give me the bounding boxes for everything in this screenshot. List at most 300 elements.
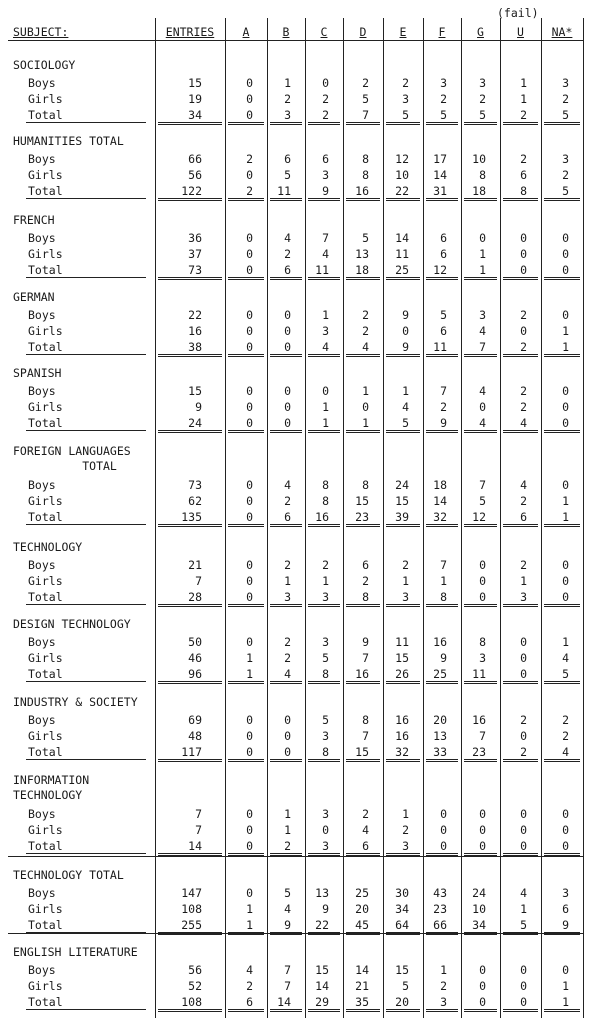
data-cell: 0 <box>562 308 569 322</box>
data-cell: 0 <box>562 263 569 277</box>
data-cell: 46 <box>188 651 202 665</box>
data-cell: 23 <box>472 745 486 759</box>
data-cell: 0 <box>479 823 486 837</box>
data-cell: 0 <box>479 590 486 604</box>
data-cell: 5 <box>402 108 409 122</box>
data-cell: 56 <box>188 168 202 182</box>
data-cell: 0 <box>284 416 291 430</box>
data-cell: 0 <box>520 963 527 977</box>
column-header: G <box>477 25 484 39</box>
data-cell: 6 <box>520 168 527 182</box>
total-double-rule <box>426 604 458 607</box>
total-double-rule <box>308 430 340 433</box>
data-cell: 7 <box>195 823 202 837</box>
data-cell: 2 <box>562 168 569 182</box>
data-cell: 8 <box>362 713 369 727</box>
data-cell: 1 <box>362 416 369 430</box>
column-header: A <box>242 25 250 39</box>
data-cell: 64 <box>395 918 409 932</box>
data-cell: 12 <box>472 510 486 524</box>
total-double-rule <box>386 604 420 607</box>
data-cell: 0 <box>284 384 291 398</box>
data-cell: 45 <box>355 918 369 932</box>
data-cell: 32 <box>395 745 409 759</box>
data-cell: 5 <box>440 308 447 322</box>
data-cell: 2 <box>362 807 369 821</box>
data-cell: 62 <box>188 494 202 508</box>
data-cell: 8 <box>322 745 329 759</box>
total-double-rule <box>308 681 340 684</box>
data-cell: 2 <box>520 558 527 572</box>
data-cell: 1 <box>402 574 409 588</box>
data-cell: 4 <box>284 231 291 245</box>
data-cell: 16 <box>395 729 409 743</box>
data-cell: 0 <box>479 231 486 245</box>
data-cell: 2 <box>362 308 369 322</box>
data-cell: 0 <box>562 590 569 604</box>
row-label: Girls <box>28 247 63 261</box>
total-double-rule <box>426 277 458 280</box>
total-double-rule <box>158 604 222 607</box>
data-cell: 2 <box>440 979 447 993</box>
data-cell: 2 <box>322 92 329 106</box>
data-cell: 7 <box>195 807 202 821</box>
data-cell: 3 <box>440 76 447 90</box>
data-cell: 0 <box>246 340 253 354</box>
total-double-rule <box>346 122 380 125</box>
data-cell: 3 <box>322 729 329 743</box>
data-cell: 2 <box>520 713 527 727</box>
data-cell: 12 <box>433 263 447 277</box>
data-cell: 35 <box>355 995 369 1009</box>
data-cell: 16 <box>395 713 409 727</box>
total-underline <box>26 198 146 199</box>
data-cell: 6 <box>362 839 369 853</box>
data-cell: 24 <box>395 478 409 492</box>
data-cell: 2 <box>284 651 291 665</box>
data-cell: 122 <box>181 184 202 198</box>
data-cell: 1 <box>562 340 569 354</box>
data-cell: 50 <box>188 635 202 649</box>
row-label: Total <box>28 184 63 198</box>
data-cell: 0 <box>284 745 291 759</box>
total-double-rule <box>544 1009 580 1012</box>
data-cell: 3 <box>322 590 329 604</box>
total-double-rule <box>270 430 302 433</box>
data-cell: 16 <box>188 324 202 338</box>
data-cell: 9 <box>440 651 447 665</box>
data-cell: 2 <box>284 558 291 572</box>
data-cell: 0 <box>520 839 527 853</box>
total-double-rule <box>270 759 302 762</box>
row-label: Total <box>28 263 63 277</box>
data-cell: 8 <box>322 494 329 508</box>
data-cell: 1 <box>402 384 409 398</box>
column-header: NA* <box>551 25 573 39</box>
data-cell: 4 <box>322 247 329 261</box>
data-cell: 1 <box>246 918 253 932</box>
data-cell: 6 <box>440 231 447 245</box>
data-cell: 14 <box>395 231 409 245</box>
total-double-rule <box>158 681 222 684</box>
data-cell: 2 <box>246 184 253 198</box>
data-cell: 3 <box>402 839 409 853</box>
row-label: Girls <box>28 324 63 338</box>
data-cell: 2 <box>246 979 253 993</box>
total-double-rule <box>308 759 340 762</box>
total-double-rule <box>464 681 497 684</box>
row-label: Girls <box>28 92 63 106</box>
data-cell: 21 <box>355 979 369 993</box>
data-cell: 5 <box>284 886 291 900</box>
total-double-rule <box>228 198 264 201</box>
total-double-rule <box>464 524 497 527</box>
subject-title: INFORMATION TECHNOLOGY <box>13 773 90 802</box>
data-cell: 34 <box>395 902 409 916</box>
data-cell: 4 <box>520 478 527 492</box>
row-label: Boys <box>28 558 56 572</box>
data-cell: 6 <box>246 995 253 1009</box>
data-cell: 0 <box>246 807 253 821</box>
total-double-rule <box>228 681 264 684</box>
data-cell: 16 <box>472 713 486 727</box>
data-cell: 1 <box>246 667 253 681</box>
data-cell: 1 <box>362 384 369 398</box>
total-double-rule <box>158 277 222 280</box>
row-label: Boys <box>28 152 56 166</box>
data-cell: 4 <box>402 400 409 414</box>
data-cell: 0 <box>246 886 253 900</box>
data-cell: 0 <box>284 729 291 743</box>
data-cell: 1 <box>322 400 329 414</box>
total-double-rule <box>386 681 420 684</box>
data-cell: 9 <box>322 184 329 198</box>
row-label: Girls <box>28 902 63 916</box>
row-label: Total <box>28 839 63 853</box>
row-label: Girls <box>28 729 63 743</box>
data-cell: 33 <box>433 745 447 759</box>
data-cell: 2 <box>520 384 527 398</box>
data-cell: 5 <box>402 979 409 993</box>
data-cell: 0 <box>520 729 527 743</box>
column-header: ENTRIES <box>165 25 215 39</box>
data-cell: 12 <box>395 152 409 166</box>
data-cell: 4 <box>479 416 486 430</box>
total-double-rule <box>503 122 538 125</box>
subject-title: DESIGN TECHNOLOGY <box>13 617 131 631</box>
data-cell: 7 <box>284 963 291 977</box>
total-underline <box>26 1009 146 1010</box>
total-double-rule <box>270 354 302 357</box>
data-cell: 23 <box>433 902 447 916</box>
total-double-rule <box>386 122 420 125</box>
data-cell: 10 <box>472 152 486 166</box>
data-cell: 0 <box>246 76 253 90</box>
data-cell: 13 <box>355 247 369 261</box>
total-double-rule <box>158 524 222 527</box>
data-cell: 9 <box>362 635 369 649</box>
data-cell: 0 <box>246 231 253 245</box>
data-cell: 20 <box>433 713 447 727</box>
data-cell: 39 <box>395 510 409 524</box>
data-cell: 5 <box>362 231 369 245</box>
data-cell: 0 <box>520 807 527 821</box>
data-cell: 0 <box>479 574 486 588</box>
total-double-rule <box>464 198 497 201</box>
total-double-rule <box>386 277 420 280</box>
total-double-rule <box>426 759 458 762</box>
data-cell: 5 <box>479 108 486 122</box>
total-double-rule <box>544 604 580 607</box>
total-underline <box>26 681 146 682</box>
data-cell: 0 <box>562 384 569 398</box>
total-double-rule <box>503 277 538 280</box>
data-cell: 2 <box>284 839 291 853</box>
data-cell: 0 <box>520 324 527 338</box>
row-label: Girls <box>28 651 63 665</box>
section-rule <box>8 856 583 857</box>
section-rule <box>8 933 583 934</box>
data-cell: 255 <box>181 918 202 932</box>
data-cell: 16 <box>315 510 329 524</box>
data-cell: 2 <box>322 108 329 122</box>
data-cell: 2 <box>362 324 369 338</box>
total-double-rule <box>228 277 264 280</box>
subject-title: FOREIGN LANGUAGES TOTAL <box>13 444 131 473</box>
data-cell: 108 <box>181 995 202 1009</box>
data-cell: 0 <box>246 729 253 743</box>
data-cell: 13 <box>433 729 447 743</box>
total-double-rule <box>228 759 264 762</box>
data-cell: 25 <box>355 886 369 900</box>
data-cell: 23 <box>355 510 369 524</box>
total-double-rule <box>308 122 340 125</box>
total-double-rule <box>386 354 420 357</box>
data-cell: 0 <box>520 823 527 837</box>
row-label: Total <box>28 510 63 524</box>
data-cell: 2 <box>520 308 527 322</box>
total-double-rule <box>544 681 580 684</box>
data-cell: 15 <box>355 494 369 508</box>
data-cell: 0 <box>246 590 253 604</box>
data-cell: 0 <box>246 263 253 277</box>
data-cell: 7 <box>440 558 447 572</box>
data-cell: 1 <box>284 76 291 90</box>
data-cell: 1 <box>322 308 329 322</box>
data-cell: 37 <box>188 247 202 261</box>
subject-title: HUMANITIES TOTAL <box>13 134 124 148</box>
data-cell: 14 <box>315 979 329 993</box>
total-double-rule <box>426 430 458 433</box>
data-cell: 69 <box>188 713 202 727</box>
data-cell: 15 <box>395 494 409 508</box>
data-cell: 31 <box>433 184 447 198</box>
column-rule <box>155 18 156 1018</box>
data-cell: 0 <box>284 308 291 322</box>
total-double-rule <box>544 277 580 280</box>
total-double-rule <box>503 759 538 762</box>
data-cell: 66 <box>188 152 202 166</box>
data-cell: 6 <box>440 247 447 261</box>
data-cell: 11 <box>472 667 486 681</box>
data-cell: 4 <box>562 651 569 665</box>
data-cell: 14 <box>277 995 291 1009</box>
data-cell: 0 <box>479 963 486 977</box>
total-double-rule <box>346 198 380 201</box>
data-cell: 3 <box>322 839 329 853</box>
data-cell: 6 <box>362 558 369 572</box>
fail-label: (fail) <box>497 6 539 20</box>
row-label: Total <box>28 108 63 122</box>
data-cell: 43 <box>433 886 447 900</box>
data-cell: 0 <box>562 478 569 492</box>
data-cell: 0 <box>246 108 253 122</box>
total-double-rule <box>464 277 497 280</box>
data-cell: 3 <box>562 76 569 90</box>
data-cell: 15 <box>315 963 329 977</box>
data-cell: 4 <box>562 745 569 759</box>
data-cell: 0 <box>246 713 253 727</box>
column-header: F <box>438 25 446 39</box>
data-cell: 9 <box>440 416 447 430</box>
data-cell: 5 <box>562 667 569 681</box>
data-cell: 66 <box>433 918 447 932</box>
total-double-rule <box>544 198 580 201</box>
data-cell: 7 <box>440 384 447 398</box>
total-double-rule <box>228 354 264 357</box>
data-cell: 0 <box>246 635 253 649</box>
data-cell: 2 <box>402 76 409 90</box>
data-cell: 1 <box>562 324 569 338</box>
data-cell: 0 <box>362 400 369 414</box>
subject-title: SOCIOLOGY <box>13 58 76 72</box>
subject-title: ENGLISH LITERATURE <box>13 945 138 959</box>
data-cell: 0 <box>520 635 527 649</box>
total-double-rule <box>346 759 380 762</box>
row-label: Total <box>28 590 63 604</box>
row-label: Boys <box>28 713 56 727</box>
total-double-rule <box>544 759 580 762</box>
data-cell: 0 <box>246 478 253 492</box>
total-double-rule <box>346 277 380 280</box>
data-cell: 4 <box>362 340 369 354</box>
total-underline <box>26 354 146 355</box>
data-cell: 8 <box>322 478 329 492</box>
data-cell: 0 <box>322 384 329 398</box>
data-cell: 0 <box>246 558 253 572</box>
total-underline <box>26 122 146 123</box>
data-cell: 6 <box>562 902 569 916</box>
data-cell: 4 <box>246 963 253 977</box>
total-double-rule <box>426 681 458 684</box>
row-label: Girls <box>28 168 63 182</box>
total-double-rule <box>464 759 497 762</box>
row-label: Total <box>28 340 63 354</box>
total-double-rule <box>346 524 380 527</box>
data-cell: 7 <box>195 574 202 588</box>
data-cell: 4 <box>479 324 486 338</box>
data-cell: 1 <box>246 651 253 665</box>
total-double-rule <box>386 759 420 762</box>
data-cell: 48 <box>188 729 202 743</box>
total-double-rule <box>544 524 580 527</box>
data-cell: 0 <box>562 823 569 837</box>
data-cell: 15 <box>395 651 409 665</box>
data-cell: 2 <box>520 400 527 414</box>
total-double-rule <box>503 1009 538 1012</box>
total-double-rule <box>270 122 302 125</box>
data-cell: 1 <box>562 995 569 1009</box>
data-cell: 0 <box>246 416 253 430</box>
data-cell: 8 <box>362 152 369 166</box>
data-cell: 5 <box>402 416 409 430</box>
total-double-rule <box>308 354 340 357</box>
data-cell: 2 <box>322 558 329 572</box>
data-cell: 7 <box>322 231 329 245</box>
data-cell: 3 <box>562 152 569 166</box>
data-cell: 0 <box>284 340 291 354</box>
data-cell: 0 <box>520 651 527 665</box>
total-double-rule <box>426 1009 458 1012</box>
subject-title: SPANISH <box>13 366 62 380</box>
subject-title: TECHNOLOGY <box>13 540 83 554</box>
total-double-rule <box>228 1009 264 1012</box>
total-double-rule <box>270 681 302 684</box>
data-cell: 9 <box>562 918 569 932</box>
data-cell: 73 <box>188 478 202 492</box>
data-cell: 0 <box>520 231 527 245</box>
data-cell: 0 <box>479 979 486 993</box>
row-label: Girls <box>28 494 63 508</box>
data-cell: 2 <box>520 745 527 759</box>
data-cell: 0 <box>479 839 486 853</box>
data-cell: 13 <box>315 886 329 900</box>
data-cell: 0 <box>246 384 253 398</box>
data-cell: 0 <box>322 823 329 837</box>
data-cell: 1 <box>520 76 527 90</box>
data-cell: 8 <box>520 184 527 198</box>
data-cell: 0 <box>246 510 253 524</box>
data-cell: 3 <box>440 995 447 1009</box>
data-cell: 4 <box>479 384 486 398</box>
data-cell: 2 <box>562 713 569 727</box>
column-header: D <box>359 25 367 39</box>
data-cell: 0 <box>479 400 486 414</box>
data-cell: 8 <box>362 168 369 182</box>
total-double-rule <box>270 604 302 607</box>
data-cell: 9 <box>402 308 409 322</box>
data-cell: 6 <box>284 510 291 524</box>
total-underline <box>26 604 146 605</box>
row-label: Total <box>28 416 63 430</box>
total-double-rule <box>270 198 302 201</box>
total-double-rule <box>503 524 538 527</box>
total-double-rule <box>464 1009 497 1012</box>
data-cell: 3 <box>284 590 291 604</box>
data-cell: 108 <box>181 902 202 916</box>
data-cell: 7 <box>284 979 291 993</box>
data-cell: 11 <box>395 635 409 649</box>
total-double-rule <box>464 604 497 607</box>
data-cell: 36 <box>188 231 202 245</box>
data-cell: 4 <box>362 823 369 837</box>
data-cell: 0 <box>520 667 527 681</box>
data-cell: 0 <box>440 807 447 821</box>
total-underline <box>26 277 146 278</box>
subject-title: GERMAN <box>13 290 55 304</box>
data-cell: 0 <box>246 247 253 261</box>
data-cell: 0 <box>284 324 291 338</box>
